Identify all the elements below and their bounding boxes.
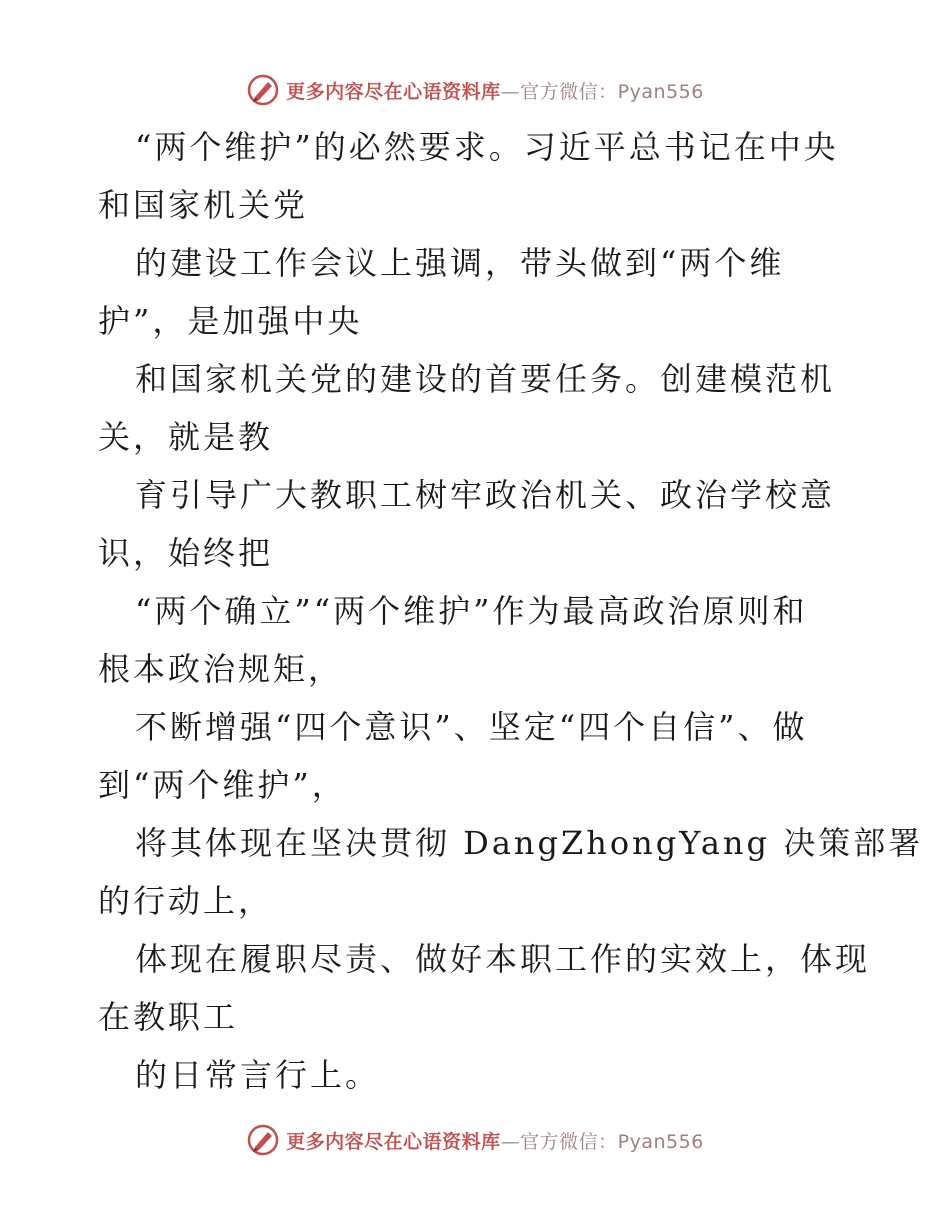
- text-line: 根本政治规矩，: [98, 650, 344, 688]
- text-line: 和国家机关党: [98, 186, 309, 224]
- text-line: 体现在履职尽责、做好本职工作的实效上，体现: [135, 940, 871, 978]
- text-line: 关，就是教: [98, 418, 274, 456]
- text-line: “两个维护”的必然要求。习近平总书记在中央: [135, 128, 839, 166]
- watermark-dash: —: [500, 80, 521, 103]
- text-line: 不断增强“四个意识”、坚定“四个自信”、做: [135, 708, 808, 746]
- watermark-text: [286, 1127, 704, 1154]
- watermark-contact: 官方微信：Pyan556: [520, 1130, 704, 1153]
- text-line: 在教职工: [98, 998, 239, 1036]
- text-line: 的行动上，: [98, 882, 274, 920]
- text-line: 识，始终把: [98, 534, 274, 572]
- watermark-brand: 更多内容尽在心语资料库: [286, 80, 501, 103]
- watermark-dash: —: [500, 1130, 521, 1153]
- watermark-text: [286, 77, 704, 104]
- text-line: 护”，是加强中央: [98, 302, 363, 340]
- text-line: 的建设工作会议上强调，带头做到“两个维: [135, 244, 785, 282]
- text-line: 将其体现在坚决贯彻 DangZhongYang 决策部署: [135, 824, 924, 862]
- text-line: 育引导广大教职工树牢政治机关、政治学校意: [135, 476, 836, 514]
- header-watermark: [0, 70, 950, 110]
- text-line: 的日常言行上。: [135, 1056, 381, 1094]
- footer-watermark: [0, 1120, 950, 1160]
- watermark-brand: 更多内容尽在心语资料库: [286, 1130, 501, 1153]
- pen-logo-icon: [246, 73, 280, 107]
- watermark-contact: 官方微信：Pyan556: [520, 80, 704, 103]
- text-line: 到“两个维护”，: [98, 766, 347, 804]
- text-line: “两个确立”“两个维护”作为最高政治原则和: [135, 592, 808, 630]
- text-line: 和国家机关党的建设的首要任务。创建模范机: [135, 360, 836, 398]
- pen-logo-icon: [246, 1123, 280, 1157]
